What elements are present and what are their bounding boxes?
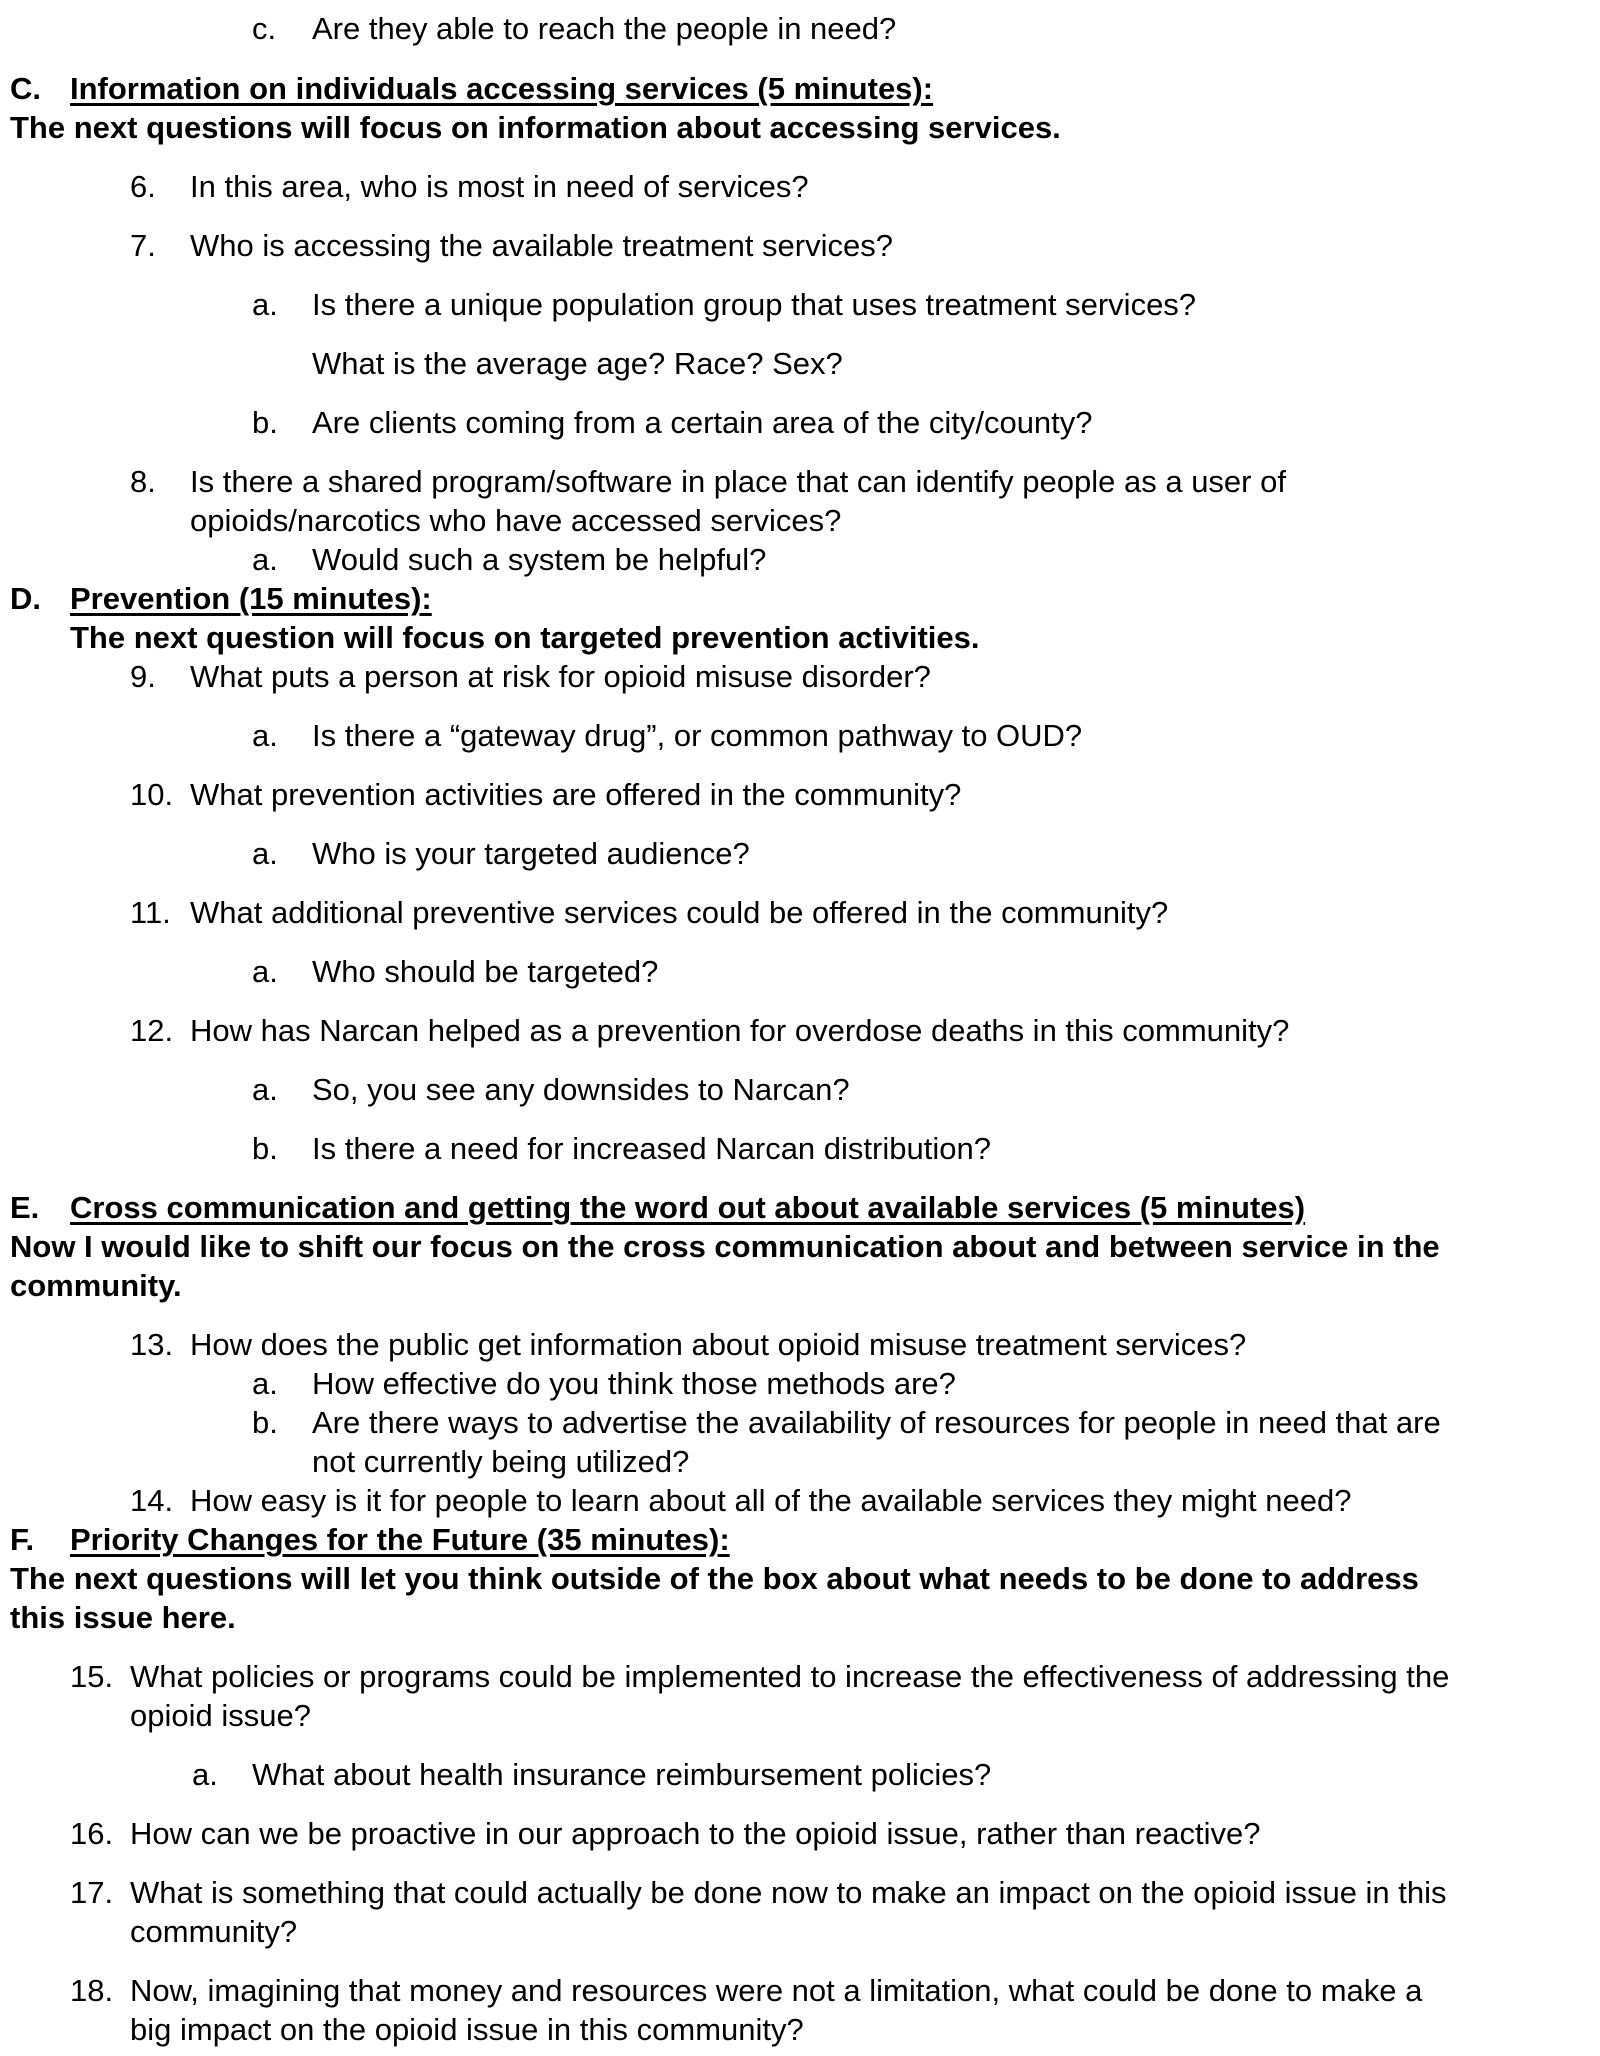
question-number: 12.	[130, 1013, 174, 1048]
section-f-intro-continued: this issue here.	[10, 1600, 236, 1635]
item-label: a.	[252, 954, 278, 989]
question-text: What is something that could actually be done now to make an impact on the opioid issue in this	[130, 1875, 1447, 1910]
question-number: 18.	[70, 1973, 114, 2008]
item-label: a.	[252, 1072, 278, 1107]
section-f-heading: Priority Changes for the Future (35 minutes):	[70, 1522, 730, 1557]
item-label: a.	[252, 542, 278, 577]
section-c-heading: Information on individuals accessing services (5 minutes):	[70, 71, 934, 106]
question-number: 17.	[70, 1875, 114, 1910]
question-number: 16.	[70, 1816, 114, 1851]
question-text: What additional preventive services could be offered in the community?	[190, 895, 1169, 930]
item-text-continued: not currently being utilized?	[312, 1444, 690, 1479]
question-text: How does the public get information about opioid misuse treatment services?	[190, 1327, 1247, 1362]
section-e-intro-continued: community.	[10, 1268, 182, 1303]
section-e-intro: Now I would like to shift our focus on the cross communication about and between service in the	[10, 1229, 1440, 1264]
section-d-letter: D.	[10, 581, 41, 616]
section-d-intro: The next question will focus on targeted prevention activities.	[70, 620, 980, 655]
question-number: 9.	[130, 659, 156, 694]
item-label: a.	[252, 836, 278, 871]
item-text: Would such a system be helpful?	[312, 542, 767, 577]
question-number: 10.	[130, 777, 174, 812]
section-e-letter: E.	[10, 1190, 40, 1225]
item-text: Who is your targeted audience?	[312, 836, 750, 871]
question-text-continued: community?	[130, 1914, 298, 1949]
question-text: How easy is it for people to learn about all of the available services they might need?	[190, 1483, 1352, 1518]
item-text: Is there a unique population group that uses treatment services?	[312, 287, 1197, 322]
question-text-continued: opioid issue?	[130, 1698, 311, 1733]
question-number: 6.	[130, 169, 156, 204]
item-text: So, you see any downsides to Narcan?	[312, 1072, 850, 1107]
item-text: Is there a “gateway drug”, or common pathway to OUD?	[312, 718, 1083, 753]
item-label: b.	[252, 1405, 278, 1440]
section-f-intro: The next questions will let you think outside of the box about what needs to be done to address	[10, 1561, 1419, 1596]
question-number: 13.	[130, 1327, 174, 1362]
item-text: Are there ways to advertise the availability of resources for people in need that are	[312, 1405, 1441, 1440]
section-c-intro: The next questions will focus on information about accessing services.	[10, 110, 1061, 145]
section-f-letter: F.	[10, 1522, 35, 1557]
item-text: Are they able to reach the people in need?	[312, 11, 897, 46]
item-label: c.	[252, 11, 277, 46]
question-number: 11.	[130, 895, 171, 930]
item-text: Are clients coming from a certain area of the city/county?	[312, 405, 1093, 440]
question-number: 14.	[130, 1483, 174, 1518]
question-number: 15.	[70, 1659, 114, 1694]
item-label: b.	[252, 1131, 278, 1166]
section-d-heading: Prevention (15 minutes):	[70, 581, 432, 616]
question-text: What puts a person at risk for opioid misuse disorder?	[190, 659, 931, 694]
item-label: a.	[252, 1366, 278, 1401]
item-text: Who should be targeted?	[312, 954, 659, 989]
question-text: How can we be proactive in our approach to the opioid issue, rather than reactive?	[130, 1816, 1261, 1851]
question-text-continued: big impact on the opioid issue in this community?	[130, 2012, 804, 2047]
item-text: Is there a need for increased Narcan distribution?	[312, 1131, 991, 1166]
question-number: 8.	[130, 464, 156, 499]
item-label: b.	[252, 405, 278, 440]
item-label: a.	[252, 287, 278, 322]
question-text-continued: opioids/narcotics who have accessed services?	[190, 503, 842, 538]
item-text: How effective do you think those methods are?	[312, 1366, 956, 1401]
question-number: 7.	[130, 228, 156, 263]
item-label: a.	[192, 1757, 218, 1792]
section-e-heading: Cross communication and getting the word out about available services (5 minutes)	[70, 1190, 1306, 1225]
question-text: How has Narcan helped as a prevention for overdose deaths in this community?	[190, 1013, 1290, 1048]
question-text: In this area, who is most in need of services?	[190, 169, 809, 204]
question-text: What prevention activities are offered in the community?	[190, 777, 962, 812]
question-text: Who is accessing the available treatment services?	[190, 228, 893, 263]
question-text: Now, imagining that money and resources were not a limitation, what could be done to make a	[130, 1973, 1423, 2008]
question-text: What policies or programs could be implemented to increase the effectiveness of addressing the	[130, 1659, 1450, 1694]
item-text-continued: What is the average age? Race? Sex?	[312, 346, 843, 381]
item-label: a.	[252, 718, 278, 753]
question-text: Is there a shared program/software in place that can identify people as a user of	[190, 464, 1286, 499]
item-text: What about health insurance reimbursement policies?	[252, 1757, 992, 1792]
section-c-letter: C.	[10, 71, 41, 106]
